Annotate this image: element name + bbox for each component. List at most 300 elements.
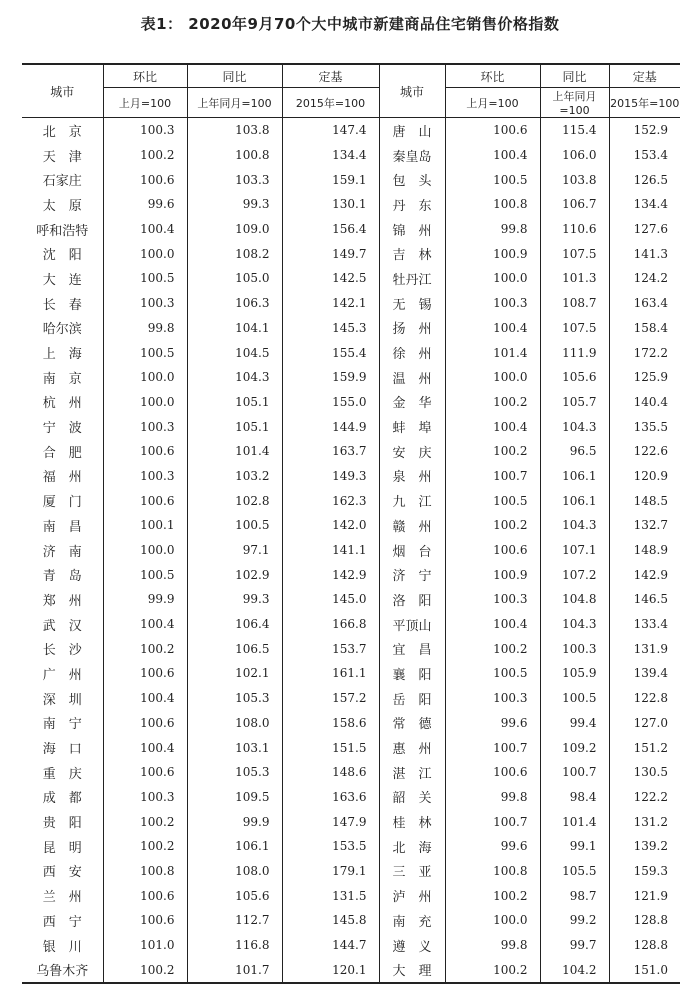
header-city: 城市: [22, 64, 103, 118]
right-tb-value: 100.7: [540, 760, 609, 785]
left-dj-value: 163.6: [282, 785, 379, 810]
left-city-name: 太 原: [22, 192, 103, 217]
right-hb-value: 100.0: [445, 365, 540, 390]
right-tb-value: 107.5: [540, 241, 609, 266]
left-tb-value: 109.5: [187, 785, 282, 810]
right-dj-value: 124.2: [633, 271, 668, 286]
left-tb-value: 103.1: [187, 735, 282, 760]
right-dj-value: 135.5: [633, 419, 668, 434]
right-dj-value: 133.4: [633, 617, 668, 632]
right-dj-value: 172.2: [633, 345, 668, 360]
right-tb-value: 104.3: [540, 612, 609, 637]
right-hb-value: 100.3: [445, 686, 540, 711]
left-dj-value: 162.3: [282, 488, 379, 513]
right-city-name: 牡丹江: [379, 266, 445, 291]
table-row: [22, 933, 680, 958]
left-tb-value: 108.0: [187, 711, 282, 736]
right-tb-value: 107.2: [540, 562, 609, 587]
left-city-name: 沈 阳: [22, 241, 103, 266]
right-city-name: 襄 阳: [379, 661, 445, 686]
left-city-name: 北 京: [22, 118, 103, 143]
right-hb-value: 100.6: [445, 118, 540, 143]
left-dj-value: 153.7: [282, 636, 379, 661]
right-dj-value: 126.5: [633, 172, 668, 187]
table-row: [22, 636, 680, 661]
left-city-name: 厦 门: [22, 488, 103, 513]
table-row: [22, 488, 680, 513]
left-hb-value: 100.4: [103, 217, 187, 242]
right-city-name: 北 海: [379, 834, 445, 859]
right-tb-value: 106.0: [540, 143, 609, 168]
right-tb-value: 99.2: [540, 908, 609, 933]
right-hb-value: 100.5: [445, 488, 540, 513]
left-city-name: 南 京: [22, 365, 103, 390]
left-tb-value: 104.1: [187, 316, 282, 341]
left-city-name: 西 安: [22, 859, 103, 884]
left-dj-value: 141.1: [282, 538, 379, 563]
right-tb-value: 107.5: [540, 316, 609, 341]
left-tb-value: 105.0: [187, 266, 282, 291]
left-dj-value: 142.5: [282, 266, 379, 291]
right-tb-value: 105.7: [540, 390, 609, 415]
left-city-name: 长 沙: [22, 636, 103, 661]
left-tb-value: 103.2: [187, 464, 282, 489]
right-hb-value: 100.8: [445, 859, 540, 884]
left-dj-value: 159.1: [282, 167, 379, 192]
right-hb-value: 100.5: [445, 167, 540, 192]
table-row: [22, 217, 680, 242]
left-dj-value: 156.4: [282, 217, 379, 242]
left-hb-value: 100.6: [103, 661, 187, 686]
right-dj-value: 121.9: [633, 888, 668, 903]
left-hb-value: 99.8: [103, 316, 187, 341]
header-hb: 环比: [103, 64, 187, 88]
left-city-name: 乌鲁木齐: [22, 957, 103, 983]
table-row: [22, 464, 680, 489]
left-city-name: 青 岛: [22, 562, 103, 587]
left-city-name: 南 宁: [22, 711, 103, 736]
left-hb-value: 100.0: [103, 241, 187, 266]
right-hb-value: 100.0: [445, 266, 540, 291]
table-row: [22, 735, 680, 760]
left-tb-value: 103.8: [187, 118, 282, 143]
right-city-name: 惠 州: [379, 735, 445, 760]
right-hb-value: 100.7: [445, 735, 540, 760]
right-hb-value: 100.0: [445, 908, 540, 933]
right-tb-value: 105.6: [540, 365, 609, 390]
right-city-name: 包 头: [379, 167, 445, 192]
header-tb-right: 同比: [540, 64, 609, 88]
right-dj-value: 139.4: [633, 666, 668, 681]
right-dj-value: 128.8: [633, 913, 668, 928]
right-hb-value: 101.4: [445, 340, 540, 365]
right-city-name: 韶 关: [379, 785, 445, 810]
right-dj-value: 122.6: [633, 444, 668, 459]
left-city-name: 宁 波: [22, 414, 103, 439]
left-hb-value: 100.3: [103, 291, 187, 316]
right-hb-value: 100.2: [445, 957, 540, 983]
header-hb-base: 上月=100: [103, 88, 187, 118]
table-row: [22, 266, 680, 291]
left-tb-value: 104.3: [187, 365, 282, 390]
right-hb-value: 100.2: [445, 390, 540, 415]
header-dj-right: 定基: [609, 64, 680, 88]
right-hb-value: 100.2: [445, 439, 540, 464]
right-city-name: 秦皇岛: [379, 143, 445, 168]
header-tb-base: 上年同月=100: [187, 88, 282, 118]
left-tb-value: 102.9: [187, 562, 282, 587]
left-city-name: 昆 明: [22, 834, 103, 859]
left-city-name: 呼和浩特: [22, 217, 103, 242]
left-city-name: 郑 州: [22, 587, 103, 612]
left-dj-value: 144.7: [282, 933, 379, 958]
left-hb-value: 99.6: [103, 192, 187, 217]
right-tb-value: 115.4: [540, 118, 609, 143]
table-row: [22, 834, 680, 859]
right-city-name: 丹 东: [379, 192, 445, 217]
left-dj-value: 144.9: [282, 414, 379, 439]
right-tb-value: 108.7: [540, 291, 609, 316]
left-city-name: 西 宁: [22, 908, 103, 933]
left-city-name: 兰 州: [22, 883, 103, 908]
left-city-name: 石家庄: [22, 167, 103, 192]
right-hb-value: 100.4: [445, 612, 540, 637]
left-hb-value: 100.3: [103, 414, 187, 439]
right-hb-value: 100.4: [445, 143, 540, 168]
right-tb-value: 98.7: [540, 883, 609, 908]
table-row: [22, 390, 680, 415]
left-tb-value: 106.1: [187, 834, 282, 859]
table-row: [22, 143, 680, 168]
right-hb-value: 100.4: [445, 316, 540, 341]
table-header: [22, 64, 680, 118]
right-city-name: 桂 林: [379, 809, 445, 834]
right-city-name: 遵 义: [379, 933, 445, 958]
left-dj-value: 142.0: [282, 513, 379, 538]
left-hb-value: 100.4: [103, 686, 187, 711]
left-hb-value: 100.6: [103, 760, 187, 785]
right-hb-value: 100.6: [445, 760, 540, 785]
table-row: [22, 414, 680, 439]
table-row: [22, 612, 680, 637]
right-tb-value: 104.3: [540, 513, 609, 538]
right-city-name: 三 亚: [379, 859, 445, 884]
right-dj-value: 140.4: [633, 394, 668, 409]
left-hb-value: 100.6: [103, 883, 187, 908]
left-hb-value: 100.2: [103, 636, 187, 661]
right-hb-value: 100.5: [445, 661, 540, 686]
right-hb-value: 99.6: [445, 834, 540, 859]
right-tb-value: 104.8: [540, 587, 609, 612]
left-tb-value: 101.4: [187, 439, 282, 464]
right-dj-value: 127.6: [633, 222, 668, 237]
table-row: [22, 587, 680, 612]
left-hb-value: 100.8: [103, 859, 187, 884]
left-tb-value: 109.0: [187, 217, 282, 242]
left-hb-value: 99.9: [103, 587, 187, 612]
right-city-name: 赣 州: [379, 513, 445, 538]
right-tb-value: 104.3: [540, 414, 609, 439]
left-tb-value: 99.9: [187, 809, 282, 834]
right-hb-value: 99.8: [445, 217, 540, 242]
right-dj-value: 122.2: [633, 789, 668, 804]
left-tb-value: 112.7: [187, 908, 282, 933]
left-dj-value: 120.1: [282, 957, 379, 983]
right-dj-value: 159.3: [633, 863, 668, 878]
right-tb-value: 106.7: [540, 192, 609, 217]
right-dj-value: 146.5: [633, 592, 668, 607]
right-dj-value: 142.9: [633, 567, 668, 582]
left-hb-value: 100.0: [103, 390, 187, 415]
right-dj-value: 122.8: [633, 691, 668, 706]
right-dj-value: 148.9: [633, 543, 668, 558]
left-tb-value: 106.3: [187, 291, 282, 316]
right-dj-value: 131.9: [633, 641, 668, 656]
table-row: [22, 192, 680, 217]
right-tb-value: 107.1: [540, 538, 609, 563]
right-city-name: 洛 阳: [379, 587, 445, 612]
left-hb-value: 100.5: [103, 562, 187, 587]
right-hb-value: 99.6: [445, 711, 540, 736]
left-tb-value: 103.3: [187, 167, 282, 192]
left-dj-value: 166.8: [282, 612, 379, 637]
left-hb-value: 100.4: [103, 612, 187, 637]
right-city-name: 泸 州: [379, 883, 445, 908]
left-city-name: 上 海: [22, 340, 103, 365]
right-city-name: 唐 山: [379, 118, 445, 143]
right-city-name: 宜 昌: [379, 636, 445, 661]
left-dj-value: 142.1: [282, 291, 379, 316]
right-tb-value: 105.9: [540, 661, 609, 686]
right-dj-value: 153.4: [633, 148, 668, 163]
left-tb-value: 105.1: [187, 390, 282, 415]
right-dj-value: 151.2: [633, 740, 668, 755]
left-city-name: 银 川: [22, 933, 103, 958]
left-dj-value: 145.3: [282, 316, 379, 341]
left-dj-value: 149.7: [282, 241, 379, 266]
right-tb-value: 105.5: [540, 859, 609, 884]
right-city-name: 济 宁: [379, 562, 445, 587]
header-hb-base-right: 上月=100: [445, 88, 540, 118]
right-city-name: 九 江: [379, 488, 445, 513]
left-dj-value: 151.5: [282, 735, 379, 760]
table-row: [22, 365, 680, 390]
header-tb: 同比: [187, 64, 282, 88]
left-city-name: 济 南: [22, 538, 103, 563]
right-dj-value: 139.2: [633, 839, 668, 854]
right-city-name: 金 华: [379, 390, 445, 415]
table-row: [22, 809, 680, 834]
right-dj-value: 152.9: [633, 123, 668, 138]
left-hb-value: 100.3: [103, 785, 187, 810]
left-tb-value: 108.2: [187, 241, 282, 266]
right-dj-value: 148.5: [633, 493, 668, 508]
left-hb-value: 100.6: [103, 167, 187, 192]
right-tb-value: 99.1: [540, 834, 609, 859]
right-tb-value: 101.3: [540, 266, 609, 291]
right-hb-value: 100.9: [445, 241, 540, 266]
header-dj: 定基: [282, 64, 379, 88]
left-city-name: 重 庆: [22, 760, 103, 785]
table-row: [22, 785, 680, 810]
page-title: 表1： 2020年9月70个大中城市新建商品住宅销售价格指数: [140, 15, 560, 33]
table-row: [22, 908, 680, 933]
left-dj-value: 161.1: [282, 661, 379, 686]
right-tb-value: 101.4: [540, 809, 609, 834]
left-hb-value: 100.3: [103, 118, 187, 143]
left-tb-value: 100.8: [187, 143, 282, 168]
right-hb-value: 99.8: [445, 933, 540, 958]
table-row: [22, 513, 680, 538]
table-row: [22, 562, 680, 587]
right-dj-value: 128.8: [633, 938, 668, 953]
right-dj-value: 127.0: [633, 715, 668, 730]
left-dj-value: 134.4: [282, 143, 379, 168]
table-row: [22, 859, 680, 884]
right-hb-value: 100.3: [445, 587, 540, 612]
right-hb-value: 100.6: [445, 538, 540, 563]
right-dj-value: 120.9: [633, 468, 668, 483]
left-hb-value: 100.6: [103, 439, 187, 464]
left-tb-value: 102.8: [187, 488, 282, 513]
right-city-name: 安 庆: [379, 439, 445, 464]
left-hb-value: 100.3: [103, 464, 187, 489]
left-dj-value: 179.1: [282, 859, 379, 884]
header-dj-base: 2015年=100: [282, 88, 379, 118]
right-hb-value: 100.2: [445, 513, 540, 538]
right-city-name: 蚌 埠: [379, 414, 445, 439]
left-tb-value: 104.5: [187, 340, 282, 365]
left-tb-value: 99.3: [187, 587, 282, 612]
right-tb-value: 110.6: [540, 217, 609, 242]
left-tb-value: 99.3: [187, 192, 282, 217]
right-city-name: 扬 州: [379, 316, 445, 341]
left-hb-value: 100.5: [103, 266, 187, 291]
right-tb-value: 98.4: [540, 785, 609, 810]
right-city-name: 常 德: [379, 711, 445, 736]
right-hb-value: 100.8: [445, 192, 540, 217]
table-row: [22, 883, 680, 908]
left-city-name: 天 津: [22, 143, 103, 168]
left-city-name: 武 汉: [22, 612, 103, 637]
right-tb-value: 96.5: [540, 439, 609, 464]
left-hb-value: 100.0: [103, 538, 187, 563]
table-row: [22, 538, 680, 563]
left-hb-value: 100.5: [103, 340, 187, 365]
left-hb-value: 100.6: [103, 908, 187, 933]
right-city-name: 平顶山: [379, 612, 445, 637]
right-dj-value: 131.2: [633, 814, 668, 829]
header-city-right: 城市: [379, 64, 445, 118]
right-hb-value: 100.2: [445, 636, 540, 661]
left-city-name: 贵 阳: [22, 809, 103, 834]
left-dj-value: 158.6: [282, 711, 379, 736]
right-city-name: 南 充: [379, 908, 445, 933]
left-dj-value: 142.9: [282, 562, 379, 587]
header-tb-base-right: 上年同月=100: [540, 88, 609, 118]
right-dj-value: 132.7: [633, 518, 668, 533]
right-city-name: 泉 州: [379, 464, 445, 489]
table-body: [22, 118, 680, 984]
left-dj-value: 149.3: [282, 464, 379, 489]
left-tb-value: 97.1: [187, 538, 282, 563]
left-tb-value: 105.1: [187, 414, 282, 439]
left-hb-value: 100.2: [103, 957, 187, 983]
left-city-name: 深 圳: [22, 686, 103, 711]
right-city-name: 徐 州: [379, 340, 445, 365]
left-city-name: 福 州: [22, 464, 103, 489]
left-tb-value: 105.3: [187, 686, 282, 711]
left-city-name: 南 昌: [22, 513, 103, 538]
left-hb-value: 100.2: [103, 143, 187, 168]
left-dj-value: 148.6: [282, 760, 379, 785]
right-dj-value: 141.3: [633, 246, 668, 261]
left-tb-value: 100.5: [187, 513, 282, 538]
table-row: [22, 167, 680, 192]
left-dj-value: 155.4: [282, 340, 379, 365]
header-dj-base-right: 2015年=100: [609, 88, 680, 118]
left-dj-value: 153.5: [282, 834, 379, 859]
right-tb-value: 104.2: [540, 957, 609, 983]
left-hb-value: 100.2: [103, 834, 187, 859]
right-tb-value: 99.4: [540, 711, 609, 736]
right-hb-value: 100.2: [445, 883, 540, 908]
right-hb-value: 100.7: [445, 809, 540, 834]
table-row: [22, 711, 680, 736]
right-city-name: 岳 阳: [379, 686, 445, 711]
right-tb-value: 106.1: [540, 464, 609, 489]
left-dj-value: 163.7: [282, 439, 379, 464]
right-tb-value: 100.5: [540, 686, 609, 711]
table-row: [22, 340, 680, 365]
table-row: [22, 957, 680, 983]
right-dj-value: 134.4: [633, 197, 668, 212]
left-dj-value: 159.9: [282, 365, 379, 390]
left-hb-value: 100.1: [103, 513, 187, 538]
left-tb-value: 105.6: [187, 883, 282, 908]
left-city-name: 海 口: [22, 735, 103, 760]
left-tb-value: 116.8: [187, 933, 282, 958]
left-tb-value: 105.3: [187, 760, 282, 785]
right-tb-value: 109.2: [540, 735, 609, 760]
left-hb-value: 100.2: [103, 809, 187, 834]
left-tb-value: 106.5: [187, 636, 282, 661]
left-dj-value: 147.9: [282, 809, 379, 834]
left-hb-value: 100.0: [103, 365, 187, 390]
right-dj-value: 130.5: [633, 765, 668, 780]
table-row: [22, 241, 680, 266]
left-city-name: 长 春: [22, 291, 103, 316]
table-row: [22, 316, 680, 341]
right-city-name: 吉 林: [379, 241, 445, 266]
right-hb-value: 100.4: [445, 414, 540, 439]
right-tb-value: 111.9: [540, 340, 609, 365]
left-tb-value: 108.0: [187, 859, 282, 884]
left-city-name: 哈尔滨: [22, 316, 103, 341]
right-tb-value: 100.3: [540, 636, 609, 661]
right-city-name: 温 州: [379, 365, 445, 390]
right-hb-value: 100.7: [445, 464, 540, 489]
right-tb-value: 106.1: [540, 488, 609, 513]
left-hb-value: 100.4: [103, 735, 187, 760]
table-row: [22, 661, 680, 686]
right-city-name: 无 锡: [379, 291, 445, 316]
right-hb-value: 99.8: [445, 785, 540, 810]
right-city-name: 湛 江: [379, 760, 445, 785]
left-city-name: 广 州: [22, 661, 103, 686]
left-tb-value: 102.1: [187, 661, 282, 686]
left-city-name: 成 都: [22, 785, 103, 810]
